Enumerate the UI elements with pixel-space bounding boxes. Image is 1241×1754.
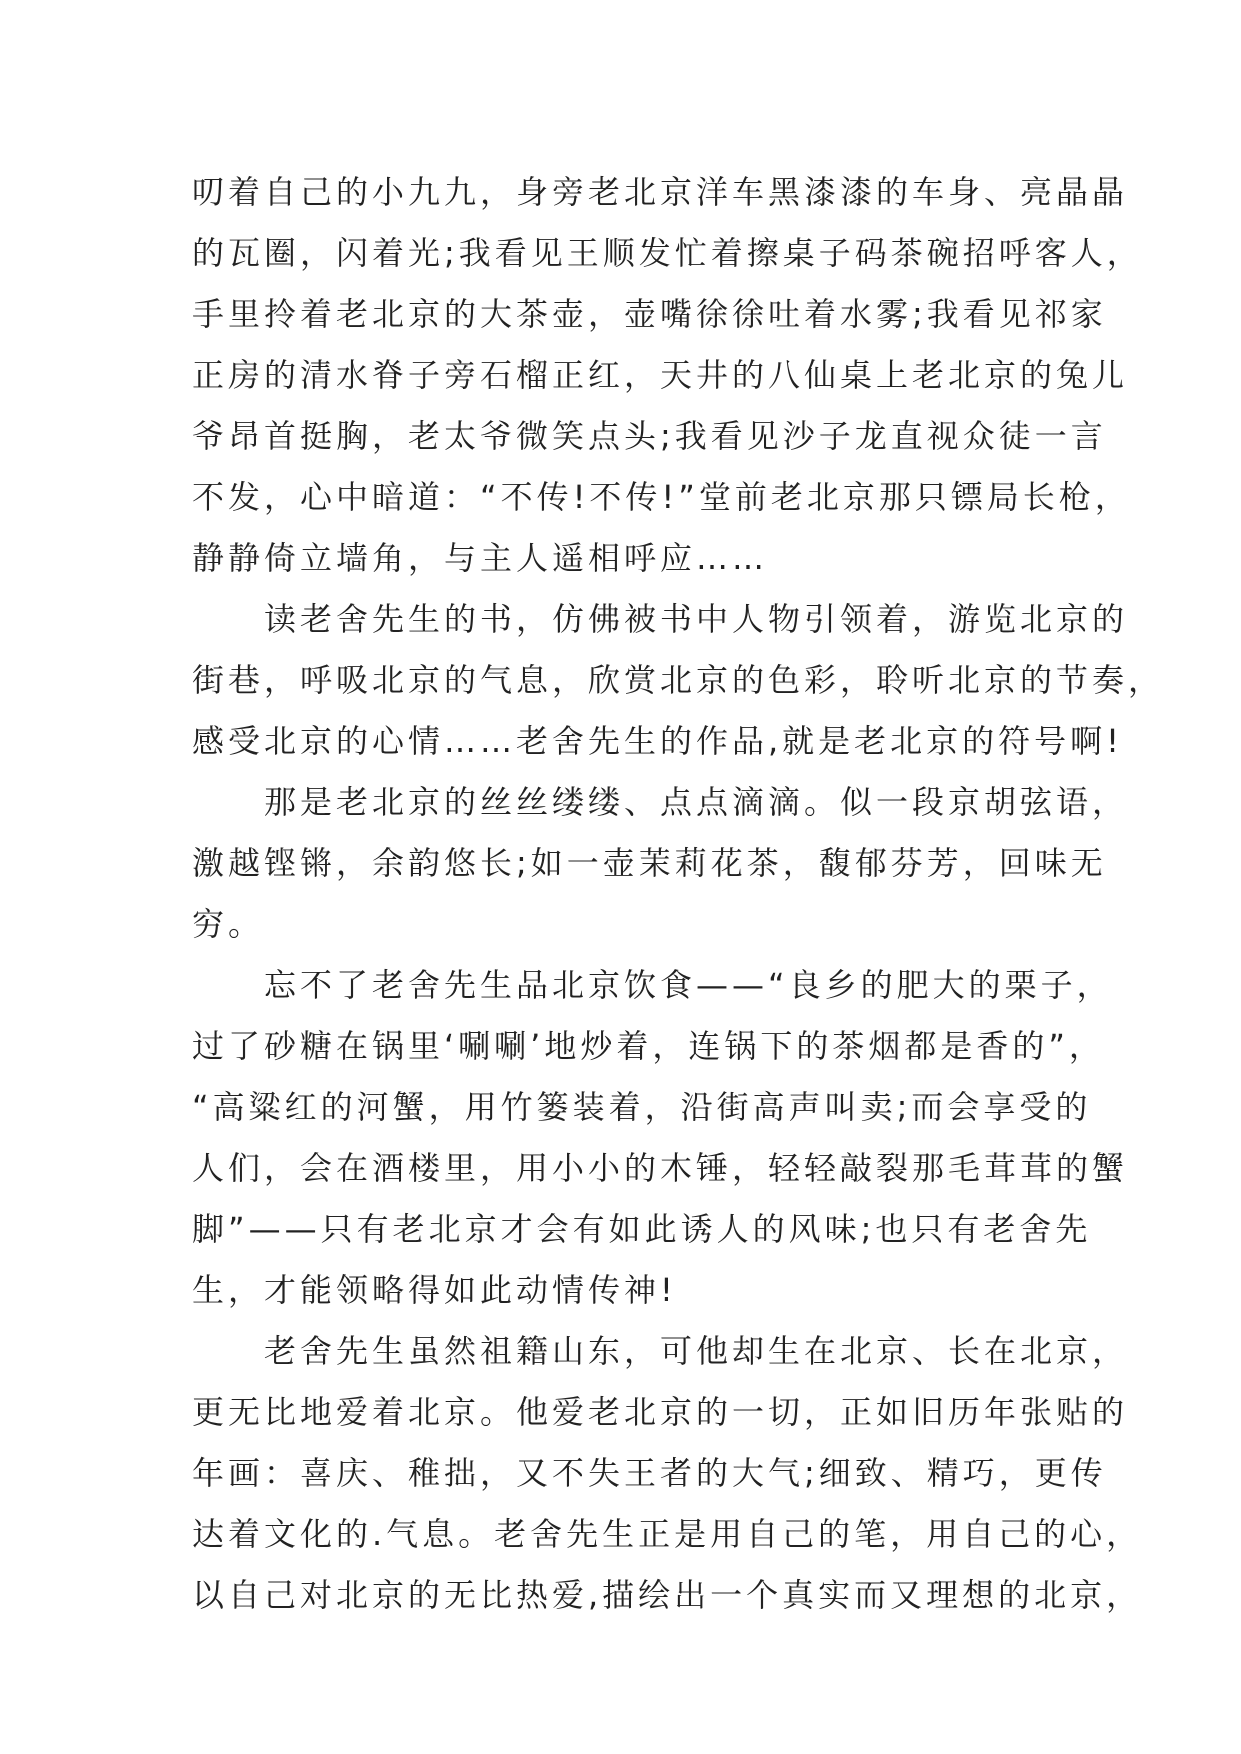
- text-line: 脚”——只有老北京才会有如此诱人的风味;也只有老舍先: [192, 1210, 1092, 1248]
- text-line: 穷。: [192, 905, 265, 943]
- text-line: 老舍先生虽然祖籍山东，可他却生在北京、长在北京，: [192, 1332, 1129, 1370]
- text-line: 街巷，呼吸北京的气息，欣赏北京的色彩，聆听北京的节奏，: [192, 661, 1165, 699]
- text-line: 不发，心中暗道：“不传!不传!”堂前老北京那只镖局长枪，: [192, 478, 1131, 516]
- text-line: 激越铿锵，余韵悠长;如一壶茉莉花茶，馥郁芬芳，回味无: [192, 844, 1107, 882]
- text-line: 年画：喜庆、稚拙，又不失王者的大气;细致、精巧，更传: [192, 1454, 1107, 1492]
- text-line: 手里拎着老北京的大茶壶，壶嘴徐徐吐着水雾;我看见祁家: [192, 295, 1107, 333]
- text-line: 叨着自己的小九九，身旁老北京洋车黑漆漆的车身、亮晶晶: [192, 173, 1129, 211]
- text-line: 更无比地爱着北京。他爱老北京的一切，正如旧历年张贴的: [192, 1393, 1129, 1431]
- text-line: 达着文化的.气息。老舍先生正是用自己的笔，用自己的心，: [192, 1515, 1143, 1553]
- text-line: 的瓦圈，闪着光;我看见王顺发忙着擦桌子码茶碗招呼客人，: [192, 234, 1143, 272]
- text-line: 过了砂糖在锅里‘唰唰’地炒着，连锅下的茶烟都是香的”，: [192, 1027, 1105, 1065]
- text-line: 感受北京的心情……老舍先生的作品,就是老北京的符号啊!: [192, 722, 1124, 760]
- text-line: 读老舍先生的书，仿佛被书中人物引领着，游览北京的: [192, 600, 1129, 638]
- text-line: 静静倚立墙角，与主人遥相呼应……: [192, 539, 769, 577]
- text-line: 人们，会在酒楼里，用小小的木锤，轻轻敲裂那毛茸茸的蟹: [192, 1149, 1129, 1187]
- body-text: [192, 162, 1165, 1626]
- text-line: 忘不了老舍先生品北京饮食——“良乡的肥大的栗子，: [192, 966, 1113, 1004]
- text-line: 爷昂首挺胸，老太爷微笑点头;我看见沙子龙直视众徒一言: [192, 417, 1107, 455]
- text-line: 生，才能领略得如此动情传神!: [192, 1271, 677, 1309]
- text-line: 正房的清水脊子旁石榴正红，天井的八仙桌上老北京的兔儿: [192, 356, 1129, 394]
- text-line: 那是老北京的丝丝缕缕、点点滴滴。似一段京胡弦语，: [192, 783, 1129, 821]
- text-line: 以自己对北京的无比热爱,描绘出一个真实而又理想的北京，: [192, 1576, 1143, 1614]
- text-line: “高粱红的河蟹，用竹篓装着，沿街高声叫卖;而会享受的: [192, 1088, 1092, 1126]
